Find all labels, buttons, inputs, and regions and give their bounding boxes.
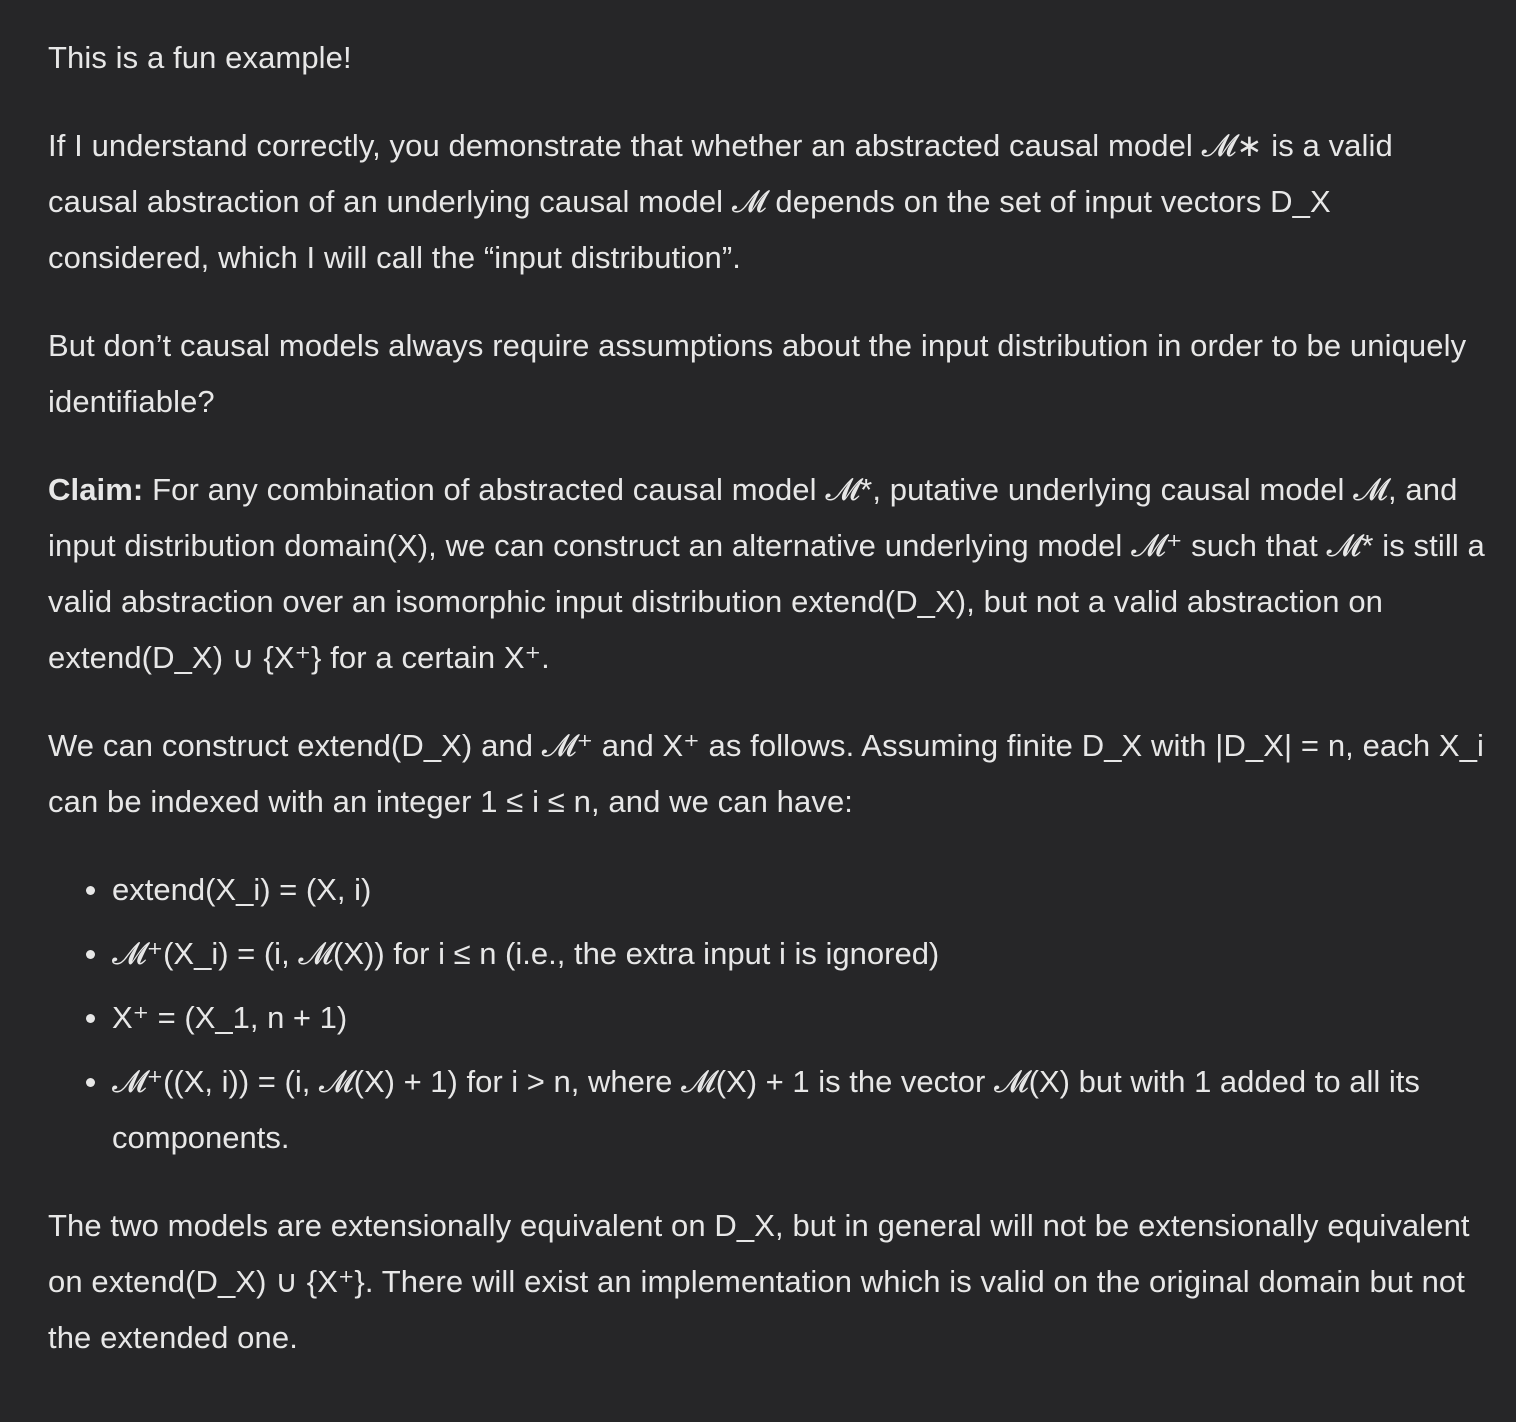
list-item: 𝓜⁺((X, i)) = (i, 𝓜(X) + 1) for i > n, where 𝓜(X) + 1 is the vector 𝓜(X) but with 1 added to all its components. [112,1054,1488,1166]
paragraph-intro: This is a fun example! [48,40,352,75]
paragraph-understanding: If I understand correctly, you demonstrate that whether an abstracted causal model 𝓜∗ is a valid causal abstraction of an underlying causal model 𝓜 depends on the set of input vectors D_X considered, which I will call the “input distribution”. [48,128,1393,275]
list-item: X⁺ = (X_1, n + 1) [112,990,1488,1046]
paragraph-construction: We can construct extend(D_X) and 𝓜⁺ and X⁺ as follows. Assuming finite D_X with |D_X| = n, each X_i can be indexed with an integer 1 ≤ i ≤ n, and we can have: [48,728,1485,819]
list-item: 𝓜⁺(X_i) = (i, 𝓜(X)) for i ≤ n (i.e., the extra input i is ignored) [112,926,1488,982]
list-item: extend(X_i) = (X, i) [112,862,1488,918]
paragraph-conclusion: The two models are extensionally equivalent on D_X, but in general will not be extensionally equivalent on extend(D_X) ∪ {X⁺}. There will exist an implementation which is valid on the original domain but not the extended one. [48,1208,1470,1355]
message-body [48,30,1488,1398]
claim-label: Claim: [48,472,144,507]
construction-list [48,862,1488,1166]
claim-text: For any combination of abstracted causal model 𝓜*, putative underlying causal model 𝓜, and input distribution domain(X), we can construct an alternative underlying model 𝓜⁺ such that 𝓜* is still a valid abstraction over an isomorphic input distribution extend(D_X), but not a valid abstraction on extend(D_X) ∪ {X⁺} for a certain X⁺. [48,472,1485,675]
paragraph-question: But don’t causal models always require assumptions about the input distribution in order to be uniquely identifiable? [48,328,1467,419]
paragraph-claim [48,462,1488,686]
